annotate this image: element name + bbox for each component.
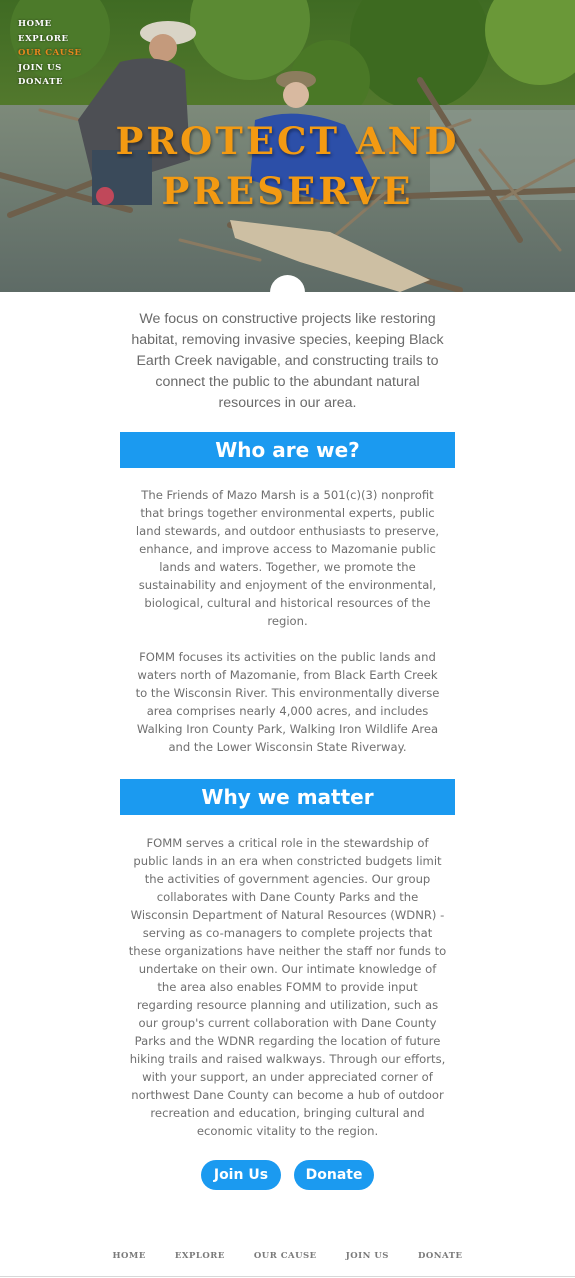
hero-title-line-2: PRESERVE xyxy=(161,169,414,213)
top-nav-item-join-us[interactable]: JOIN US xyxy=(18,62,62,73)
footer-nav-item-home[interactable]: HOME xyxy=(112,1251,146,1261)
who-paragraph-1: The Friends of Mazo Marsh is a 501(c)(3) nonprofit that brings together environmental experts, public land stewards, and outdoor enthusiasts to preserve, enhance, and improve access to Mazomanie public lands and waters. Together, we promote the sustainability and enjoyment of the environmental, biological, cultural and historical resources of the region. xyxy=(135,488,440,628)
hero-title-line-1: PROTECT AND xyxy=(115,119,460,163)
join-us-button[interactable]: Join Us xyxy=(201,1160,281,1190)
why-paragraph-1: FOMM serves a critical role in the stewardship of public lands in an era when constricted budgets limit the activities of government agencies. Our group collaborates with Dane County Parks and the Wisconsin Department of Natural Resources (WDNR) - serving as co-managers to complete projects that these organizations have neither the staff nor funds to undertake on their own. Our intimate knowledge of the area also enables FOMM to provide input regarding resource planning and utilization, such as our group's current collaboration with Dane County Parks and the WDNR regarding the location of future hiking trails and raised walkways. Through our efforts, with your support, an under appreciated corner of northwest Dane County can become a hub of outdoor recreation and education, bringing cultural and economic vitality to the region. xyxy=(128,836,447,1138)
top-nav-item-explore[interactable]: EXPLORE xyxy=(18,33,69,44)
footer-nav-item-explore[interactable]: EXPLORE xyxy=(174,1251,225,1261)
bottom-divider xyxy=(0,1276,575,1277)
who-paragraph-2: FOMM focuses its activities on the public lands and waters north of Mazomanie, from Black Earth Creek to the Wisconsin River. This environmentally diverse area comprises nearly 4,000 acres, and includes Walking Iron County Park, Walking Iron Wildlife Area and the Lower Wisconsin State Riverway. xyxy=(135,650,440,754)
hero-banner xyxy=(0,0,575,292)
scroll-down-indicator[interactable] xyxy=(270,275,305,310)
top-nav-item-donate[interactable]: DONATE xyxy=(18,77,64,87)
donate-button[interactable]: Donate xyxy=(294,1160,374,1190)
why-we-matter-heading: Why we matter xyxy=(120,779,455,815)
top-nav xyxy=(18,17,82,90)
cta-row xyxy=(0,1160,575,1190)
main-content xyxy=(0,309,575,1190)
footer-nav-item-donate[interactable]: DONATE xyxy=(418,1251,463,1261)
footer-nav-item-our-cause[interactable]: OUR CAUSE xyxy=(253,1251,317,1261)
intro-text: We focus on constructive projects like restoring habitat, removing invasive species, keeping Black Earth Creek navigable, and constructing trails to connect the public to the abundant natural resources in our area. xyxy=(131,311,444,411)
hero-title xyxy=(0,116,575,216)
who-are-we-heading: Who are we? xyxy=(120,432,455,468)
top-nav-item-home[interactable]: HOME xyxy=(18,19,52,29)
footer-nav xyxy=(0,1243,575,1262)
footer-nav-item-join-us[interactable]: JOIN US xyxy=(345,1251,389,1261)
top-nav-item-our-cause[interactable]: OUR CAUSE xyxy=(18,48,82,58)
